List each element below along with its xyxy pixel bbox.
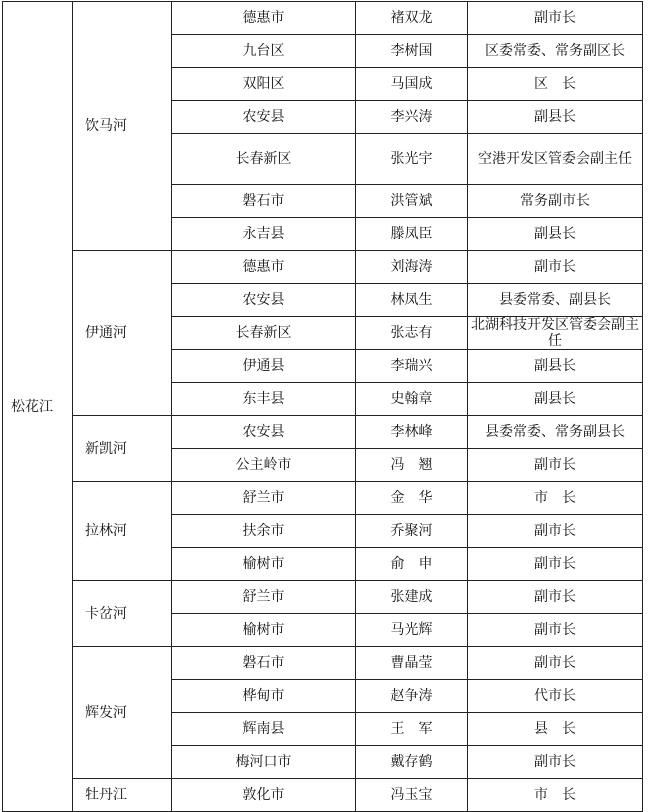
county-cell: 榆树市 [172, 548, 356, 581]
name-cell: 褚双龙 [356, 2, 468, 35]
title-cell: 区 长 [468, 68, 643, 101]
title-cell: 北湖科技开发区管委会副主任 [468, 317, 643, 350]
name-cell: 李林峰 [356, 416, 468, 449]
title-cell: 县委常委、常务副县长 [468, 416, 643, 449]
name-cell: 赵争涛 [356, 680, 468, 713]
county-cell: 榆树市 [172, 614, 356, 647]
title-cell: 区委常委、常务副区长 [468, 35, 643, 68]
county-cell: 德惠市 [172, 2, 356, 35]
county-cell: 德惠市 [172, 251, 356, 284]
name-cell: 冯玉宝 [356, 779, 468, 812]
county-cell: 磐石市 [172, 647, 356, 680]
name-cell: 俞 申 [356, 548, 468, 581]
name-cell: 张志有 [356, 317, 468, 350]
name-cell: 曹晶莹 [356, 647, 468, 680]
river-cell: 辉发河 [73, 647, 172, 779]
county-cell: 农安县 [172, 101, 356, 134]
name-cell: 冯 翘 [356, 449, 468, 482]
table-body [3, 2, 643, 812]
county-cell: 敦化市 [172, 779, 356, 812]
table-row [3, 251, 643, 284]
table-row [3, 779, 643, 812]
name-cell: 戴存鹤 [356, 746, 468, 779]
name-cell: 马国成 [356, 68, 468, 101]
table-row [3, 482, 643, 515]
county-cell: 农安县 [172, 284, 356, 317]
name-cell: 乔聚河 [356, 515, 468, 548]
county-cell: 梅河口市 [172, 746, 356, 779]
title-cell: 副市长 [468, 614, 643, 647]
title-cell: 市 长 [468, 779, 643, 812]
river-cell: 拉林河 [73, 482, 172, 581]
table-row [3, 581, 643, 614]
title-cell: 常务副市长 [468, 185, 643, 218]
title-cell: 副市长 [468, 746, 643, 779]
county-cell: 扶余市 [172, 515, 356, 548]
county-cell: 舒兰市 [172, 581, 356, 614]
name-cell: 王 军 [356, 713, 468, 746]
title-cell: 市 长 [468, 482, 643, 515]
name-cell: 刘海涛 [356, 251, 468, 284]
name-cell: 李树国 [356, 35, 468, 68]
title-cell: 副县长 [468, 350, 643, 383]
name-cell: 马光辉 [356, 614, 468, 647]
table-row [3, 416, 643, 449]
table-row [3, 2, 643, 35]
title-cell: 副市长 [468, 548, 643, 581]
basin-cell: 松花江 [3, 2, 73, 812]
river-cell: 卡岔河 [73, 581, 172, 647]
county-cell: 舒兰市 [172, 482, 356, 515]
name-cell: 金 华 [356, 482, 468, 515]
title-cell: 副市长 [468, 449, 643, 482]
title-cell: 空港开发区管委会副主任 [468, 134, 643, 185]
title-cell: 副县长 [468, 218, 643, 251]
name-cell: 张光宇 [356, 134, 468, 185]
county-cell: 磐石市 [172, 185, 356, 218]
river-cell: 伊通河 [73, 251, 172, 416]
name-cell: 林凤生 [356, 284, 468, 317]
river-chief-table [2, 1, 643, 812]
river-cell: 牡丹江 [73, 779, 172, 812]
name-cell: 洪管斌 [356, 185, 468, 218]
river-cell: 饮马河 [73, 2, 172, 251]
title-cell: 副市长 [468, 2, 643, 35]
table-row [3, 647, 643, 680]
county-cell: 伊通县 [172, 350, 356, 383]
river-cell: 新凯河 [73, 416, 172, 482]
county-cell: 公主岭市 [172, 449, 356, 482]
county-cell: 长春新区 [172, 317, 356, 350]
name-cell: 史翰章 [356, 383, 468, 416]
county-cell: 东丰县 [172, 383, 356, 416]
name-cell: 李瑞兴 [356, 350, 468, 383]
county-cell: 双阳区 [172, 68, 356, 101]
county-cell: 辉南县 [172, 713, 356, 746]
county-cell: 永吉县 [172, 218, 356, 251]
title-cell: 代市长 [468, 680, 643, 713]
title-cell: 县 长 [468, 713, 643, 746]
name-cell: 李兴涛 [356, 101, 468, 134]
title-cell: 副市长 [468, 581, 643, 614]
title-cell: 副市长 [468, 515, 643, 548]
county-cell: 长春新区 [172, 134, 356, 185]
title-cell: 副县长 [468, 101, 643, 134]
county-cell: 九台区 [172, 35, 356, 68]
county-cell: 桦甸市 [172, 680, 356, 713]
title-cell: 副市长 [468, 251, 643, 284]
title-cell: 副县长 [468, 383, 643, 416]
name-cell: 张建成 [356, 581, 468, 614]
county-cell: 农安县 [172, 416, 356, 449]
title-cell: 副市长 [468, 647, 643, 680]
name-cell: 滕凤臣 [356, 218, 468, 251]
title-cell: 县委常委、副县长 [468, 284, 643, 317]
